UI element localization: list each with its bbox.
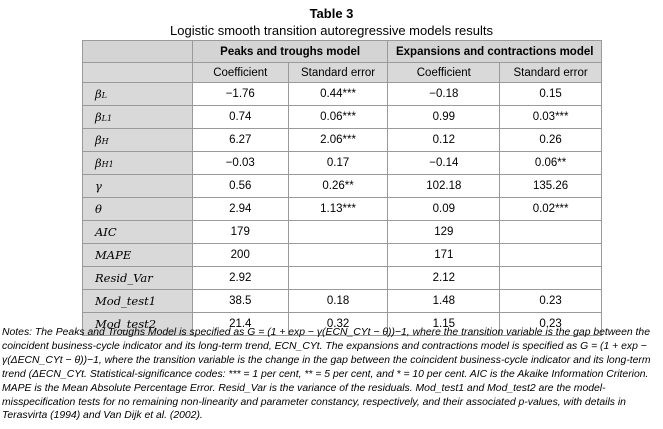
table-row <box>83 290 602 313</box>
row-label: βL1 <box>83 106 193 129</box>
table-cell: 0.06*** <box>288 106 388 129</box>
table-cell: 129 <box>388 221 500 244</box>
table-cell <box>288 267 388 290</box>
row-label: βH <box>83 129 193 152</box>
table-cell: −0.18 <box>388 83 500 106</box>
results-table <box>82 40 602 336</box>
table-cell: −1.76 <box>192 83 288 106</box>
row-label: Mod_test2 <box>83 313 193 336</box>
table-row <box>83 267 602 290</box>
table-cell: 0.74 <box>192 106 288 129</box>
table-cell: 0.44*** <box>288 83 388 106</box>
subheader-standard-error: Standard error <box>288 63 388 83</box>
table-cell: 0.03*** <box>500 106 602 129</box>
table-cell: 0.26 <box>500 129 602 152</box>
table-cell: 0.15 <box>500 83 602 106</box>
table-cell <box>500 244 602 267</box>
table-body <box>83 83 602 336</box>
table-cell: 102.18 <box>388 175 500 198</box>
group-header-expansions: Expansions and contractions model <box>388 41 602 63</box>
row-label: γ <box>83 175 193 198</box>
table-row <box>83 221 602 244</box>
table-cell: 21.4 <box>192 313 288 336</box>
row-label: MAPE <box>83 244 193 267</box>
subheader-standard-error: Standard error <box>500 63 602 83</box>
row-label: Resid_Var <box>83 267 193 290</box>
table-title: Table 3 <box>309 6 354 21</box>
table-cell: 135.26 <box>500 175 602 198</box>
table-cell: 2.12 <box>388 267 500 290</box>
table-cell: 0.99 <box>388 106 500 129</box>
table-row <box>83 83 602 106</box>
table-row <box>83 129 602 152</box>
table-cell: 0.18 <box>288 290 388 313</box>
table-cell <box>500 267 602 290</box>
table-cell: 179 <box>192 221 288 244</box>
group-header-row <box>83 41 602 63</box>
table-notes: Notes: The Peaks and Troughs Model is specified as G = (1 + exp − γ(ECN_CYt − θ))−1, where the transition variable is the gap between the coincident business-cycle indicator and its long-term trend, ECN_CYt. The expansions and contractions model is specified as G = (1 + exp − γ(ΔECN_CYt − θ))−1, where the transition variable is the change in the gap between the coincident business-cycle indicator and its long-term trend (ΔECN_CYt. Statistical-significance codes: *** = 1 per cent, ** = 5 per cent, and * = 10 per cent. AIC is the Akaike Information Criterion. MAPE is the Mean Absolute Percentage Error. Resid_Var is the variance of the residuals. Mod_test1 and Mod_test2 are the model-misspecification tests for no remaining non-linearity and parameter constancy, respectively, and their associated p-values, with details in Terasvirta (1994) and Van Dijk et al. (2002). <box>2 327 651 422</box>
table-row <box>83 175 602 198</box>
corner-cell <box>83 41 193 63</box>
table-cell <box>288 244 388 267</box>
row-label: Mod_test1 <box>83 290 193 313</box>
table-cell: 1.15 <box>388 313 500 336</box>
row-label: θ <box>83 198 193 221</box>
table-cell: 0.09 <box>388 198 500 221</box>
table-cell: 1.13*** <box>288 198 388 221</box>
subheader-coefficient: Coefficient <box>388 63 500 83</box>
table-cell: 38.5 <box>192 290 288 313</box>
table-cell: 0.12 <box>388 129 500 152</box>
table-cell: 200 <box>192 244 288 267</box>
table-cell <box>500 221 602 244</box>
group-header-peaks: Peaks and troughs model <box>192 41 388 63</box>
table-cell: 0.02*** <box>500 198 602 221</box>
table-cell: 0.06** <box>500 152 602 175</box>
table-cell: 0.23 <box>500 290 602 313</box>
table-cell: 0.17 <box>288 152 388 175</box>
subheader-row <box>83 63 602 83</box>
table-cell: 2.94 <box>192 198 288 221</box>
corner-cell-2 <box>83 63 193 83</box>
table-cell: −0.03 <box>192 152 288 175</box>
table-cell: 0.56 <box>192 175 288 198</box>
row-label: βL <box>83 83 193 106</box>
table-cell: 0.32 <box>288 313 388 336</box>
table-cell: 0.23 <box>500 313 602 336</box>
table-row <box>83 106 602 129</box>
table-cell: −0.14 <box>388 152 500 175</box>
table-row <box>83 198 602 221</box>
row-label: AIC <box>83 221 193 244</box>
table-cell: 6.27 <box>192 129 288 152</box>
table-cell: 171 <box>388 244 500 267</box>
table-cell: 1.48 <box>388 290 500 313</box>
table-cell: 2.92 <box>192 267 288 290</box>
table-cell <box>288 221 388 244</box>
table-subtitle: Logistic smooth transition autoregressive models results <box>170 23 493 38</box>
subheader-coefficient: Coefficient <box>192 63 288 83</box>
table-row <box>83 152 602 175</box>
table-row <box>83 244 602 267</box>
table-cell: 0.26** <box>288 175 388 198</box>
table-cell: 2.06*** <box>288 129 388 152</box>
row-label: βH1 <box>83 152 193 175</box>
